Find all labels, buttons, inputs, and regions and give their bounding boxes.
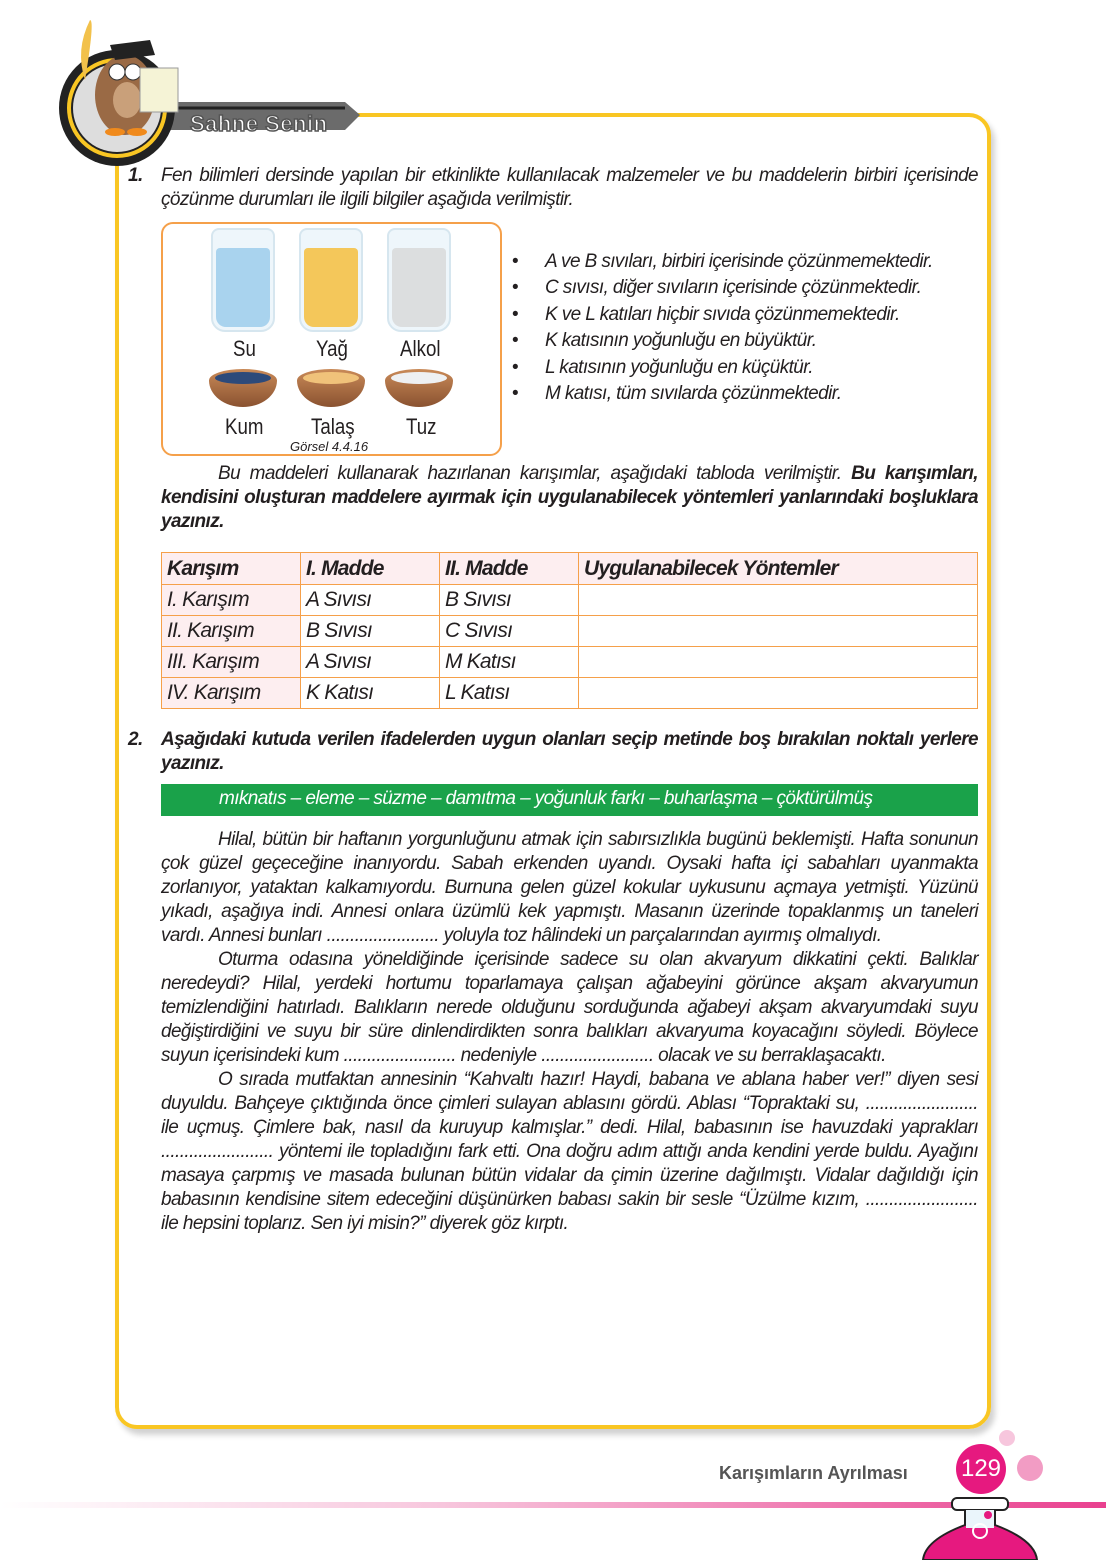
table-row [162,678,978,709]
cell: K Katısı [301,678,440,709]
fact-item: • C sıvısı, diğer sıvıların içerisinde çözünmektedir. [512,276,933,302]
label-liquid: Su [233,336,256,361]
chapter-title: Karışımların Ayrılması [719,1463,908,1483]
story-paragraph: Hilal, bütün bir haftanın yorgunluğunu atmak için sabırsızlıkla bugünü beklemişti. Hafta sonunun çok güzel geçeceğine inanıyordu. Sabah erkenden uyandı. Oysaki hafta içi sabahları uyanmakta zorlanıyor, yataktan kalkamıyordu. Burnuna gelen güzel kokular uykusunu açmaya yetmişti. Yüzünü yıkadı, aşağıya indi. Annesi onlara üzümlü kek yapmıştı. Masanın üzerinde topaklanmış un taneleri vardı. Annesi bunları ........................ yoluyla toz hâlindeki un parçalarından ayırmış olmalıydı. [161,829,978,946]
label-solid: Tuz [406,414,437,439]
story-paragraph: Oturma odasına yöneldiğinde içerisinde sadece su olan akvaryum dikkatini çekti. Balıklar neredeydi? Hilal, yerdeki hortumu toparlamaya çalışan ağabeyini görünce akşam akvaryumun temizlendiğini hatırladı. Balıkların nerede olduğunu sorduğunda ağabeyi akşam akvaryumdaki suyu değiştirdiğini ve suyu bir süre dinlendirdikten sonra balıkları akvaryuma koyacağını söyledi. Böylece suyun içerisindeki kum ........................ nedeniyle ........................ olacak ve su berraklaşacaktı. [161,949,978,1066]
cell: IV. Karışım [162,678,301,709]
instruction-text: Bu maddeleri kullanarak hazırlanan karışımlar, aşağıdaki tabloda verilmiştir. [218,463,842,484]
answer-cell[interactable] [579,585,978,616]
oil-glass [299,228,363,332]
label-liquid: Alkol [400,336,441,361]
col-header: Karışım [162,553,301,585]
label-liquid: Yağ [316,336,348,361]
table-row [162,616,978,647]
cell: L Katısı [440,678,579,709]
table-header-row [162,553,978,585]
col-header: Uygulanabilecek Yöntemler [579,553,978,585]
alcohol-glass [387,228,451,332]
page-number: 129 [956,1444,1006,1494]
salt-bowl [385,369,453,407]
cell: M Katısı [440,647,579,678]
cell: B Sıvısı [301,616,440,647]
question-number: 1. [128,165,143,186]
mixtures-table [161,552,978,709]
figure-materials [161,222,502,456]
q1-instruction [161,462,978,534]
cell: III. Karışım [162,647,301,678]
story-paragraph: O sırada mutfaktan annesinin “Kahvaltı hazır! Haydi, babana ve ablana haber ver!” diyen sesi duyuldu. Bahçeye çıktığında önce çimleri sulayan ablasını gördü. Ablası “Topraktaki su, ........................ ile uçmuş. Çimlere bak, nasıl da kuruyup kalmışlar.” dedi. Hilal, babasının ise havuzdaki yaprakları ........................ yöntemi ile topladığını fark etti. Ona doğru adım attığı anda kendini yerde buldu. Ayağını masaya çarpmış ve masada bulunan bütün vidalar da çimin üzerine dağılmıştı. Vidalar dağıldığı için babasının kendisine sitem edeceğini düşünürken babası sakin bir sesle “Üzülme kızım, ........................ ile hepsini toplarız. Sen iyi misin?” diyerek göz kırptı. [161,1069,978,1234]
instruction-bold: Bu karışımları, kendisini oluşturan maddelere ayırmak için uygulanabilecek yöntemleri yanlarındaki boşluklara yazınız. [161,463,978,532]
section-banner: Sahne Senin [190,111,328,136]
owl-mascot-logo [55,20,375,170]
question-1 [128,164,978,212]
cell: II. Karışım [162,616,301,647]
fact-item: • A ve B sıvıları, birbiri içerisinde çözünmemektedir. [512,250,933,276]
fact-item: • M katısı, tüm sıvılarda çözünmektedir. [512,382,933,408]
cell: A Sıvısı [301,647,440,678]
facts-list [512,250,933,408]
story-text [161,828,978,1236]
question-2 [128,728,978,776]
answer-cell[interactable] [579,678,978,709]
table-row [162,647,978,678]
question-number: 2. [128,729,143,750]
answer-cell[interactable] [579,616,978,647]
cell: B Sıvısı [440,585,579,616]
question-prompt: Aşağıdaki kutuda verilen ifadelerden uygun olanları seçip metinde boş bırakılan noktalı yerlere yazınız. [161,729,978,774]
col-header: II. Madde [440,553,579,585]
cell: A Sıvısı [301,585,440,616]
figure-caption: Görsel 4.4.16 [290,439,369,454]
water-glass [211,228,275,332]
cell: I. Karışım [162,585,301,616]
label-solid: Kum [225,414,264,439]
fact-item: • K ve L katıları hiçbir sıvıda çözünmemektedir. [512,303,933,329]
word-bank: mıknatıs – eleme – süzme – damıtma – yoğunluk farkı – buharlaşma – çöktürülmüş [161,784,978,816]
col-header: I. Madde [301,553,440,585]
fact-item: • L katısının yoğunluğu en küçüktür. [512,356,933,382]
label-solid: Talaş [311,414,355,439]
question-intro: Fen bilimleri dersinde yapılan bir etkinlikte kullanılacak malzemeler ve bu maddelerin birbiri içerisinde çözünme durumları ile ilgili bilgiler aşağıda verilmiştir. [161,165,978,210]
sawdust-bowl [297,369,365,407]
answer-cell[interactable] [579,647,978,678]
cell: C Sıvısı [440,616,579,647]
sand-bowl [209,369,277,407]
fact-item: • K katısının yoğunluğu en büyüktür. [512,329,933,355]
table-row [162,585,978,616]
